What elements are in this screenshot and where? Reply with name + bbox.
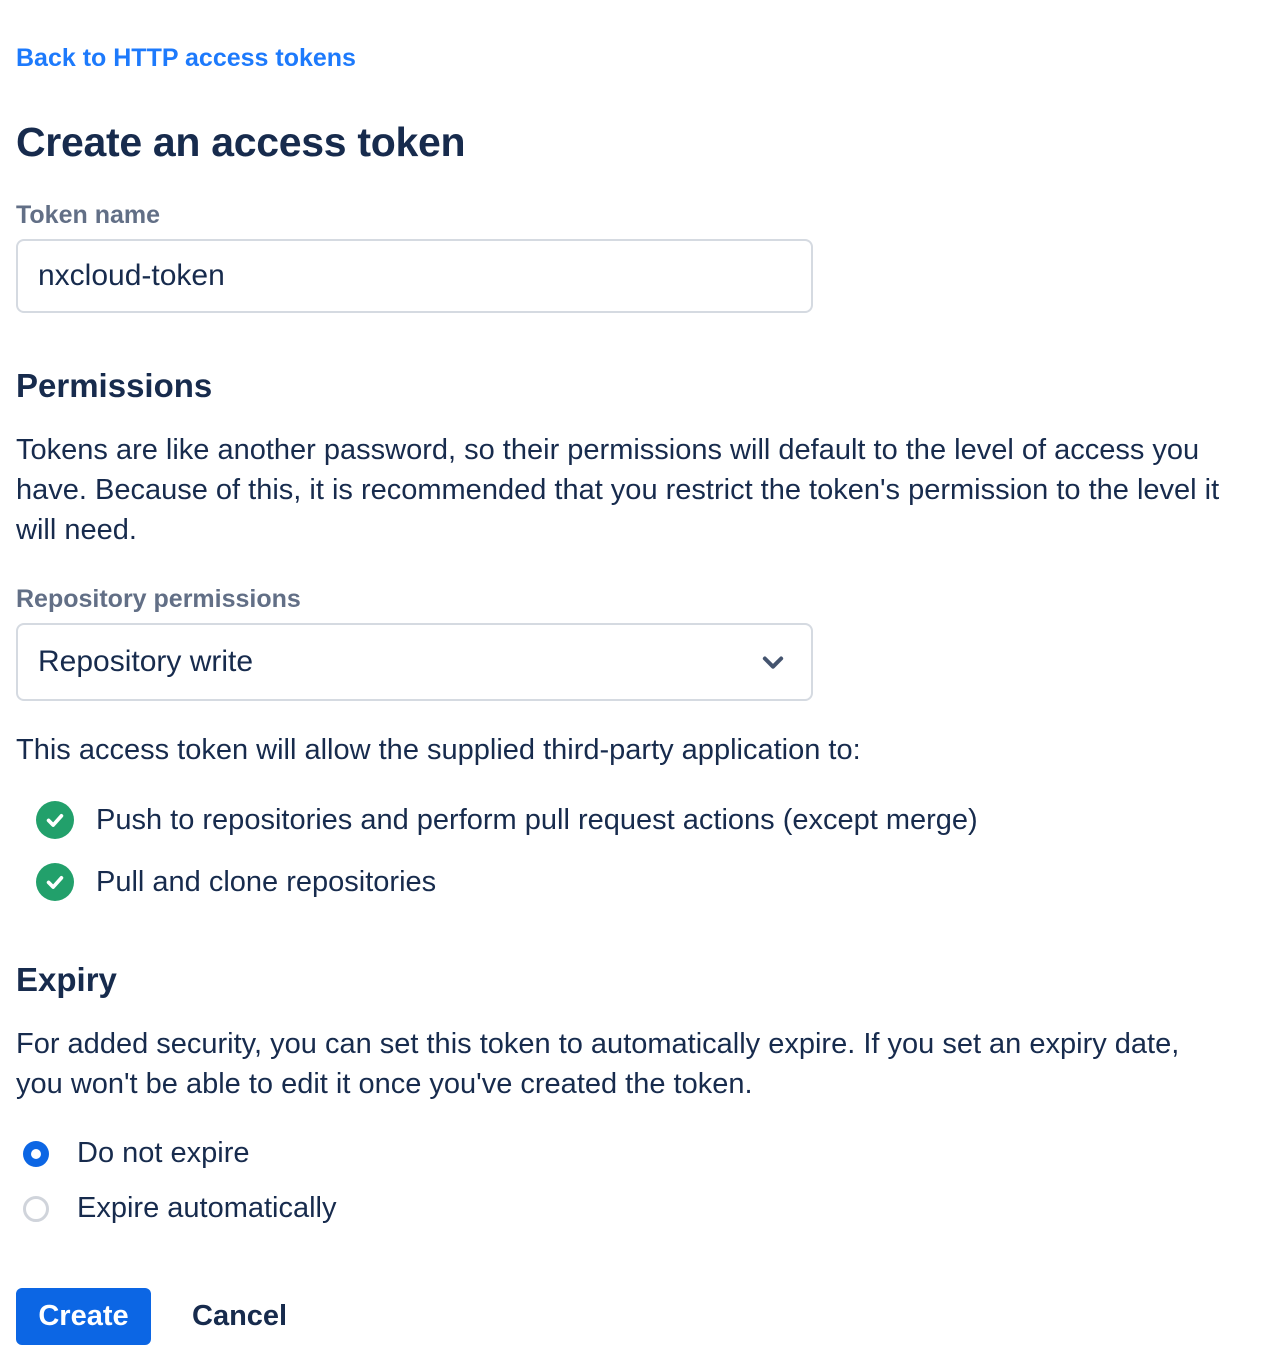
radio-unselected-icon[interactable] (23, 1196, 49, 1222)
check-icon (36, 801, 74, 839)
radio-option-label: Do not expire (77, 1137, 250, 1169)
permissions-heading: Permissions (16, 367, 213, 404)
check-icon (36, 863, 74, 901)
expiry-heading: Expiry (16, 961, 117, 998)
back-to-http-access-tokens-link[interactable]: Back to HTTP access tokens (16, 44, 356, 72)
expiry-description: For added security, you can set this token to automatically expire. If you set an expiry date, you won't be able to edit it once you've created the token. (16, 1028, 1180, 1100)
capability-row (36, 863, 1242, 901)
radio-option-do-not-expire[interactable] (23, 1137, 1242, 1170)
create-button[interactable]: Create (16, 1288, 151, 1345)
page-title: Create an access token (16, 119, 466, 165)
chevron-down-icon (759, 648, 787, 676)
form-actions (16, 1288, 1242, 1345)
repository-permissions-label: Repository permissions (16, 585, 301, 613)
capability-label: Pull and clone repositories (96, 865, 437, 898)
permissions-description: Tokens are like another password, so their permissions will default to the level of access you have. Because of this, it is recommended that you restrict the token's permission to the level it will need. (16, 434, 1220, 546)
capability-label: Push to repositories and perform pull request actions (except merge) (96, 803, 978, 836)
allow-intro-text: This access token will allow the supplied third-party application to: (16, 734, 861, 766)
repository-permissions-selected-value: Repository write (38, 645, 254, 678)
expiry-radio-group (16, 1137, 1242, 1225)
token-name-input[interactable] (16, 239, 813, 313)
radio-selected-icon[interactable] (23, 1141, 49, 1167)
capability-row (36, 801, 1242, 839)
capabilities-list (16, 801, 1242, 901)
radio-option-expire-automatically[interactable] (23, 1192, 1242, 1225)
repository-permissions-select[interactable] (16, 623, 813, 701)
radio-option-label: Expire automatically (77, 1192, 337, 1224)
cancel-button[interactable]: Cancel (192, 1300, 288, 1332)
token-name-label: Token name (16, 201, 161, 229)
